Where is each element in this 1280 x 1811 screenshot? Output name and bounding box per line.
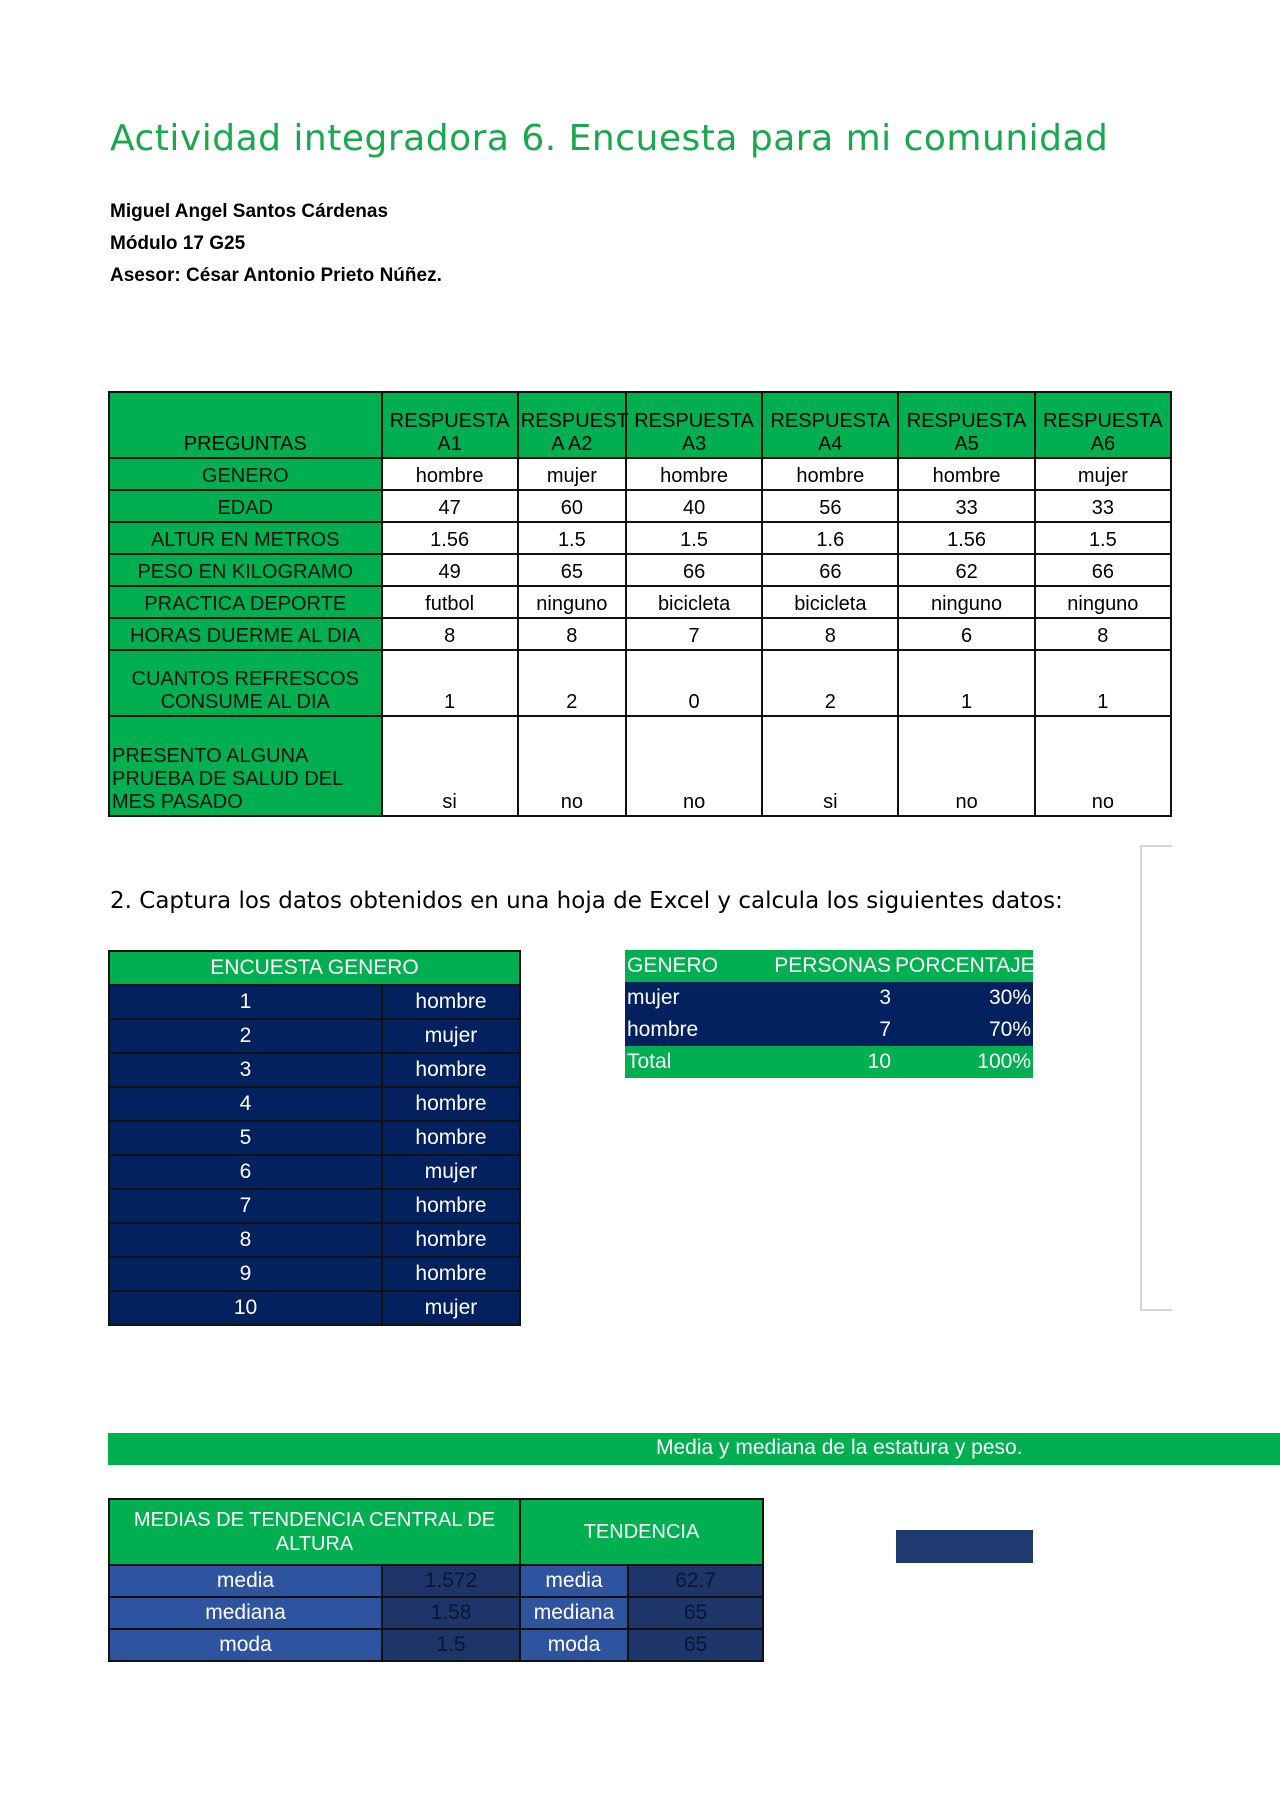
page-title: Actividad integradora 6. Encuesta para mi comunidad: [110, 118, 1109, 159]
survey-answer: 40: [626, 490, 762, 522]
table-row: [109, 1565, 763, 1597]
table-row: [109, 1291, 520, 1325]
survey-header: PREGUNTAS: [109, 392, 382, 458]
weight-stats-header: TENDENCIA: [520, 1499, 763, 1565]
decorative-block: [896, 1530, 1033, 1563]
survey-answer: mujer: [1035, 458, 1171, 490]
respondent-gender: hombre: [382, 1087, 520, 1121]
survey-table: [108, 391, 1172, 817]
height-stat-label: mediana: [109, 1597, 382, 1629]
respondent-number: 3: [109, 1053, 382, 1087]
survey-question: ALTUR EN METROS: [109, 522, 382, 554]
respondent-number: 9: [109, 1257, 382, 1291]
respondent-gender: hombre: [382, 1223, 520, 1257]
table-row: [109, 1223, 520, 1257]
gender-survey-table: [108, 950, 521, 1326]
survey-row: [109, 490, 1171, 522]
summary-header: PORCENTAJE: [893, 950, 1033, 982]
weight-stat-value: 65: [628, 1629, 763, 1661]
survey-answer: 2: [762, 650, 898, 716]
summary-gender: hombre: [625, 1014, 745, 1046]
respondent-number: 2: [109, 1019, 382, 1053]
survey-header: RESPUESTA A3: [626, 392, 762, 458]
survey-question: PRESENTO ALGUNA PRUEBA DE SALUD DEL MES PASADO: [109, 716, 382, 816]
respondent-number: 10: [109, 1291, 382, 1325]
summary-count: 3: [745, 982, 893, 1014]
survey-answer: 1: [382, 650, 518, 716]
weight-stat-label: media: [520, 1565, 628, 1597]
summary-header: PERSONAS: [745, 950, 893, 982]
survey-row: [109, 554, 1171, 586]
survey-answer: 1.5: [518, 522, 626, 554]
table-row: [109, 1597, 763, 1629]
survey-answer: 60: [518, 490, 626, 522]
height-stat-value: 1.58: [382, 1597, 520, 1629]
survey-row: [109, 716, 1171, 816]
survey-row: [109, 522, 1171, 554]
survey-answer: 8: [382, 618, 518, 650]
survey-question: CUANTOS REFRESCOS CONSUME AL DIA: [109, 650, 382, 716]
respondent-number: 7: [109, 1189, 382, 1223]
survey-answer: bicicleta: [762, 586, 898, 618]
summary-percent: 70%: [893, 1014, 1033, 1046]
survey-answer: no: [626, 716, 762, 816]
survey-answer: 1: [898, 650, 1034, 716]
respondent-gender: hombre: [382, 1189, 520, 1223]
respondent-gender: mujer: [382, 1291, 520, 1325]
respondent-gender: hombre: [382, 985, 520, 1019]
respondent-number: 4: [109, 1087, 382, 1121]
weight-stat-label: mediana: [520, 1597, 628, 1629]
survey-answer: 62: [898, 554, 1034, 586]
table-row: [109, 985, 520, 1019]
module-label: Módulo 17 G25: [110, 233, 246, 254]
survey-answer: 1.5: [626, 522, 762, 554]
summary-total-percent: 100%: [893, 1046, 1033, 1078]
summary-total-row: [625, 1046, 1033, 1078]
respondent-gender: hombre: [382, 1257, 520, 1291]
survey-answer: 65: [518, 554, 626, 586]
survey-answer: 0: [626, 650, 762, 716]
summary-percent: 30%: [893, 982, 1033, 1014]
survey-answer: hombre: [762, 458, 898, 490]
survey-header: RESPUESTA A6: [1035, 392, 1171, 458]
survey-question: PRACTICA DEPORTE: [109, 586, 382, 618]
survey-answer: 33: [1035, 490, 1171, 522]
summary-header-row: [625, 950, 1033, 982]
step-2-instruction: 2. Captura los datos obtenidos en una hoja de Excel y calcula los siguientes datos:: [110, 888, 1063, 914]
section-banner: [108, 1433, 1280, 1465]
survey-answer: no: [898, 716, 1034, 816]
weight-stat-value: 65: [628, 1597, 763, 1629]
table-row: [109, 1121, 520, 1155]
survey-answer: 1.56: [898, 522, 1034, 554]
survey-row: [109, 618, 1171, 650]
survey-row: [109, 586, 1171, 618]
survey-answer: 8: [762, 618, 898, 650]
survey-answer: ninguno: [1035, 586, 1171, 618]
survey-answer: 66: [1035, 554, 1171, 586]
survey-question: PESO EN KILOGRAMO: [109, 554, 382, 586]
survey-header: RESPUESTA A1: [382, 392, 518, 458]
survey-row: [109, 458, 1171, 490]
height-stat-label: media: [109, 1565, 382, 1597]
survey-row: [109, 650, 1171, 716]
survey-answer: 56: [762, 490, 898, 522]
survey-answer: ninguno: [518, 586, 626, 618]
weight-stat-label: moda: [520, 1629, 628, 1661]
respondent-gender: hombre: [382, 1053, 520, 1087]
survey-answer: hombre: [898, 458, 1034, 490]
survey-answer: no: [1035, 716, 1171, 816]
survey-answer: 1.6: [762, 522, 898, 554]
survey-answer: 33: [898, 490, 1034, 522]
survey-answer: 49: [382, 554, 518, 586]
survey-answer: hombre: [626, 458, 762, 490]
height-stats-header: MEDIAS DE TENDENCIA CENTRAL DE ALTURA: [109, 1499, 520, 1565]
gender-summary-table: [625, 950, 1033, 1078]
survey-answer: si: [382, 716, 518, 816]
summary-total-label: Total: [625, 1046, 745, 1078]
table-row: [109, 1087, 520, 1121]
survey-answer: 8: [518, 618, 626, 650]
table-row: [109, 1019, 520, 1053]
survey-answer: 2: [518, 650, 626, 716]
weight-stat-value: 62.7: [628, 1565, 763, 1597]
respondent-gender: mujer: [382, 1155, 520, 1189]
summary-gender: mujer: [625, 982, 745, 1014]
height-stat-label: moda: [109, 1629, 382, 1661]
summary-count: 7: [745, 1014, 893, 1046]
survey-answer: bicicleta: [626, 586, 762, 618]
survey-answer: 66: [762, 554, 898, 586]
empty-frame: [1140, 845, 1172, 1311]
respondent-number: 5: [109, 1121, 382, 1155]
survey-answer: futbol: [382, 586, 518, 618]
table-row: [109, 1629, 763, 1661]
survey-answer: si: [762, 716, 898, 816]
respondent-number: 1: [109, 985, 382, 1019]
respondent-gender: hombre: [382, 1121, 520, 1155]
table-row: [109, 1257, 520, 1291]
table-row: [625, 1014, 1033, 1046]
survey-answer: 47: [382, 490, 518, 522]
survey-header-row: [109, 392, 1171, 458]
respondent-number: 8: [109, 1223, 382, 1257]
author-name: Miguel Angel Santos Cárdenas: [110, 201, 389, 222]
gender-survey-header: ENCUESTA GENERO: [109, 951, 520, 985]
section-banner-title: Media y mediana de la estatura y peso.: [656, 1436, 1023, 1459]
advisor-label: Asesor: César Antonio Prieto Núñez.: [110, 265, 442, 286]
height-stat-value: 1.572: [382, 1565, 520, 1597]
table-row: [109, 1155, 520, 1189]
survey-question: EDAD: [109, 490, 382, 522]
summary-header: GENERO: [625, 950, 745, 982]
survey-question: GENERO: [109, 458, 382, 490]
survey-answer: 66: [626, 554, 762, 586]
table-row: [109, 1053, 520, 1087]
height-stat-value: 1.5: [382, 1629, 520, 1661]
survey-answer: 1: [1035, 650, 1171, 716]
summary-total-count: 10: [745, 1046, 893, 1078]
survey-answer: 8: [1035, 618, 1171, 650]
respondent-number: 6: [109, 1155, 382, 1189]
survey-answer: no: [518, 716, 626, 816]
table-row: [109, 1189, 520, 1223]
respondent-gender: mujer: [382, 1019, 520, 1053]
central-tendency-table: [108, 1498, 764, 1662]
survey-answer: hombre: [382, 458, 518, 490]
survey-answer: 6: [898, 618, 1034, 650]
survey-answer: ninguno: [898, 586, 1034, 618]
survey-answer: 1.56: [382, 522, 518, 554]
survey-header: RESPUESTA A4: [762, 392, 898, 458]
survey-header: RESPUEST A A2: [518, 392, 626, 458]
survey-header: RESPUESTA A5: [898, 392, 1034, 458]
table-row: [625, 982, 1033, 1014]
survey-answer: 7: [626, 618, 762, 650]
survey-question: HORAS DUERME AL DIA: [109, 618, 382, 650]
survey-answer: 1.5: [1035, 522, 1171, 554]
survey-answer: mujer: [518, 458, 626, 490]
